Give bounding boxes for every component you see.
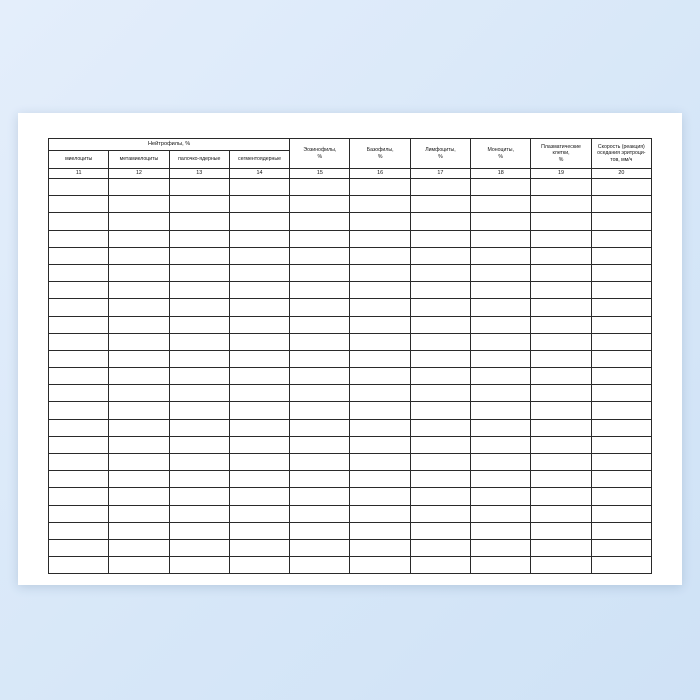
table-cell[interactable] xyxy=(290,179,350,196)
table-cell[interactable] xyxy=(591,213,651,230)
table-row[interactable] xyxy=(49,282,652,299)
table-cell[interactable] xyxy=(531,557,591,574)
table-cell[interactable] xyxy=(531,402,591,419)
table-cell[interactable] xyxy=(471,264,531,281)
table-cell[interactable] xyxy=(109,196,169,213)
table-row[interactable] xyxy=(49,368,652,385)
table-cell[interactable] xyxy=(531,522,591,539)
table-cell[interactable] xyxy=(229,419,289,436)
table-row[interactable] xyxy=(49,488,652,505)
table-cell[interactable] xyxy=(290,539,350,556)
table-cell[interactable] xyxy=(410,522,470,539)
table-cell[interactable] xyxy=(350,402,410,419)
table-cell[interactable] xyxy=(109,488,169,505)
table-cell[interactable] xyxy=(109,282,169,299)
table-cell[interactable] xyxy=(229,471,289,488)
table-cell[interactable] xyxy=(531,299,591,316)
blood-count-table xyxy=(48,138,652,574)
table-cell[interactable] xyxy=(229,385,289,402)
table-cell[interactable] xyxy=(471,230,531,247)
table-cell[interactable] xyxy=(169,299,229,316)
table-cell[interactable] xyxy=(410,419,470,436)
table-cell[interactable] xyxy=(531,471,591,488)
table-cell[interactable] xyxy=(229,350,289,367)
table-cell[interactable] xyxy=(290,402,350,419)
table-cell[interactable] xyxy=(109,179,169,196)
table-cell[interactable] xyxy=(350,385,410,402)
col-header-plasma-cells-line2: клетки, xyxy=(552,150,570,157)
table-cell[interactable] xyxy=(229,557,289,574)
table-cell[interactable] xyxy=(410,436,470,453)
table-cell[interactable] xyxy=(350,264,410,281)
table-cell[interactable] xyxy=(49,350,109,367)
table-cell[interactable] xyxy=(350,247,410,264)
table-cell[interactable] xyxy=(350,488,410,505)
table-cell[interactable] xyxy=(531,230,591,247)
table-row[interactable] xyxy=(49,505,652,522)
table-cell[interactable] xyxy=(410,247,470,264)
col-number-13: 13 xyxy=(169,169,229,179)
col-header-band-neutrophils: палочко-ядерные xyxy=(169,151,229,169)
table-cell[interactable] xyxy=(169,333,229,350)
table-cell[interactable] xyxy=(49,539,109,556)
table-cell[interactable] xyxy=(471,368,531,385)
col-number-11: 11 xyxy=(49,169,109,179)
col-number-18: 18 xyxy=(471,169,531,179)
table-cell[interactable] xyxy=(410,196,470,213)
table-cell[interactable] xyxy=(531,333,591,350)
table-cell[interactable] xyxy=(109,230,169,247)
col-header-monocytes xyxy=(471,139,531,169)
table-head xyxy=(49,139,652,179)
table-cell[interactable] xyxy=(350,505,410,522)
col-header-monocytes-line1: Моноциты, xyxy=(487,147,514,153)
table-cell[interactable] xyxy=(471,196,531,213)
table-container xyxy=(48,138,652,559)
table-cell[interactable] xyxy=(591,471,651,488)
table-cell[interactable] xyxy=(591,299,651,316)
table-cell[interactable] xyxy=(531,539,591,556)
table-cell[interactable] xyxy=(169,539,229,556)
table-cell[interactable] xyxy=(169,350,229,367)
table-cell[interactable] xyxy=(49,454,109,471)
table-cell[interactable] xyxy=(591,557,651,574)
table-cell[interactable] xyxy=(49,247,109,264)
table-cell[interactable] xyxy=(229,539,289,556)
table-cell[interactable] xyxy=(350,179,410,196)
table-cell[interactable] xyxy=(229,230,289,247)
table-cell[interactable] xyxy=(109,368,169,385)
table-cell[interactable] xyxy=(591,368,651,385)
table-row[interactable] xyxy=(49,436,652,453)
table-cell[interactable] xyxy=(471,402,531,419)
table-cell[interactable] xyxy=(531,179,591,196)
table-cell[interactable] xyxy=(169,505,229,522)
table-cell[interactable] xyxy=(350,522,410,539)
table-cell[interactable] xyxy=(290,316,350,333)
table-cell[interactable] xyxy=(290,368,350,385)
table-cell[interactable] xyxy=(290,299,350,316)
table-cell[interactable] xyxy=(410,350,470,367)
table-cell[interactable] xyxy=(591,247,651,264)
table-cell[interactable] xyxy=(531,282,591,299)
table-cell[interactable] xyxy=(591,522,651,539)
table-cell[interactable] xyxy=(109,385,169,402)
table-row[interactable] xyxy=(49,247,652,264)
table-cell[interactable] xyxy=(109,522,169,539)
table-cell[interactable] xyxy=(531,454,591,471)
table-cell[interactable] xyxy=(591,385,651,402)
col-header-plasma-cells xyxy=(531,139,591,169)
col-header-monocytes-line2: % xyxy=(498,153,504,160)
table-cell[interactable] xyxy=(350,316,410,333)
table-cell[interactable] xyxy=(410,179,470,196)
table-cell[interactable] xyxy=(229,333,289,350)
table-row[interactable] xyxy=(49,454,652,471)
table-cell[interactable] xyxy=(591,454,651,471)
table-cell[interactable] xyxy=(169,419,229,436)
col-number-17: 17 xyxy=(410,169,470,179)
table-cell[interactable] xyxy=(471,539,531,556)
table-cell[interactable] xyxy=(350,230,410,247)
col-header-esr xyxy=(591,139,651,169)
table-cell[interactable] xyxy=(410,505,470,522)
table-cell[interactable] xyxy=(410,385,470,402)
table-cell[interactable] xyxy=(109,264,169,281)
table-cell[interactable] xyxy=(290,385,350,402)
table-cell[interactable] xyxy=(109,557,169,574)
table-cell[interactable] xyxy=(350,350,410,367)
table-row[interactable] xyxy=(49,196,652,213)
table-cell[interactable] xyxy=(290,282,350,299)
table-cell[interactable] xyxy=(49,522,109,539)
table-cell[interactable] xyxy=(169,247,229,264)
table-row[interactable] xyxy=(49,471,652,488)
table-cell[interactable] xyxy=(350,539,410,556)
table-cell[interactable] xyxy=(109,316,169,333)
table-row[interactable] xyxy=(49,264,652,281)
col-header-lymphocytes-line2: % xyxy=(438,153,443,160)
table-cell[interactable] xyxy=(471,333,531,350)
table-cell[interactable] xyxy=(290,557,350,574)
table-row[interactable] xyxy=(49,213,652,230)
col-number-12: 12 xyxy=(109,169,169,179)
table-cell[interactable] xyxy=(109,299,169,316)
table-cell[interactable] xyxy=(350,368,410,385)
col-header-esr-line3: тов, мм/ч xyxy=(610,156,633,163)
table-cell[interactable] xyxy=(410,264,470,281)
table-cell[interactable] xyxy=(410,230,470,247)
table-cell[interactable] xyxy=(49,230,109,247)
table-cell[interactable] xyxy=(49,299,109,316)
table-row[interactable] xyxy=(49,316,652,333)
table-row[interactable] xyxy=(49,179,652,196)
table-cell[interactable] xyxy=(229,454,289,471)
table-cell[interactable] xyxy=(49,471,109,488)
table-cell[interactable] xyxy=(290,264,350,281)
table-cell[interactable] xyxy=(109,350,169,367)
table-cell[interactable] xyxy=(49,368,109,385)
table-cell[interactable] xyxy=(471,247,531,264)
table-cell[interactable] xyxy=(410,213,470,230)
table-cell[interactable] xyxy=(290,488,350,505)
col-number-20: 20 xyxy=(591,169,651,179)
table-row[interactable] xyxy=(49,539,652,556)
col-header-plasma-cells-line1: Плазматические xyxy=(541,143,581,150)
table-cell[interactable] xyxy=(591,179,651,196)
table-cell[interactable] xyxy=(49,385,109,402)
table-cell[interactable] xyxy=(49,505,109,522)
table-cell[interactable] xyxy=(531,316,591,333)
table-cell[interactable] xyxy=(109,454,169,471)
table-cell[interactable] xyxy=(290,350,350,367)
table-cell[interactable] xyxy=(229,247,289,264)
table-cell[interactable] xyxy=(169,368,229,385)
table-cell[interactable] xyxy=(290,471,350,488)
table-cell[interactable] xyxy=(169,316,229,333)
table-cell[interactable] xyxy=(169,402,229,419)
table-cell[interactable] xyxy=(471,385,531,402)
table-row[interactable] xyxy=(49,333,652,350)
table-cell[interactable] xyxy=(471,282,531,299)
table-cell[interactable] xyxy=(410,333,470,350)
table-cell[interactable] xyxy=(531,505,591,522)
table-cell[interactable] xyxy=(109,539,169,556)
table-cell[interactable] xyxy=(410,368,470,385)
table-cell[interactable] xyxy=(591,316,651,333)
table-cell[interactable] xyxy=(350,419,410,436)
col-header-plasma-cells-line3: % xyxy=(558,156,564,163)
table-cell[interactable] xyxy=(471,522,531,539)
table-cell[interactable] xyxy=(169,179,229,196)
table-cell[interactable] xyxy=(49,213,109,230)
table-cell[interactable] xyxy=(471,419,531,436)
table-cell[interactable] xyxy=(229,522,289,539)
table-cell[interactable] xyxy=(350,333,410,350)
table-cell[interactable] xyxy=(169,522,229,539)
table-row[interactable] xyxy=(49,402,652,419)
table-cell[interactable] xyxy=(229,213,289,230)
table-cell[interactable] xyxy=(49,196,109,213)
col-header-segmented-neutrophils: сегментоядерные xyxy=(229,151,289,169)
table-cell[interactable] xyxy=(109,247,169,264)
col-header-eosinophils-line2: % xyxy=(317,153,323,160)
table-cell[interactable] xyxy=(531,196,591,213)
table-cell[interactable] xyxy=(471,471,531,488)
table-cell[interactable] xyxy=(49,282,109,299)
table-cell[interactable] xyxy=(471,316,531,333)
table-cell[interactable] xyxy=(290,247,350,264)
col-header-esr-line1: Скорость (реакция) xyxy=(597,143,645,150)
table-cell[interactable] xyxy=(410,299,470,316)
col-header-myelocytes: миелоциты xyxy=(49,151,109,169)
table-row[interactable] xyxy=(49,350,652,367)
table-cell[interactable] xyxy=(229,282,289,299)
table-cell[interactable] xyxy=(290,505,350,522)
table-cell[interactable] xyxy=(229,505,289,522)
table-cell[interactable] xyxy=(350,299,410,316)
table-cell[interactable] xyxy=(169,196,229,213)
table-cell[interactable] xyxy=(410,282,470,299)
table-cell[interactable] xyxy=(591,282,651,299)
table-cell[interactable] xyxy=(169,230,229,247)
table-cell[interactable] xyxy=(471,350,531,367)
table-cell[interactable] xyxy=(591,402,651,419)
col-number-19: 19 xyxy=(531,169,591,179)
table-body xyxy=(49,179,652,574)
table-cell[interactable] xyxy=(531,436,591,453)
table-cell[interactable] xyxy=(229,402,289,419)
table-cell[interactable] xyxy=(229,299,289,316)
table-cell[interactable] xyxy=(350,196,410,213)
table-cell[interactable] xyxy=(531,368,591,385)
table-cell[interactable] xyxy=(591,350,651,367)
table-cell[interactable] xyxy=(471,213,531,230)
table-cell[interactable] xyxy=(49,557,109,574)
table-row[interactable] xyxy=(49,385,652,402)
table-cell[interactable] xyxy=(49,316,109,333)
table-cell[interactable] xyxy=(109,402,169,419)
col-header-eosinophils-line1: Эозинофилы, xyxy=(303,147,337,153)
table-cell[interactable] xyxy=(49,333,109,350)
col-header-lymphocytes xyxy=(410,139,470,169)
table-cell[interactable] xyxy=(109,213,169,230)
table-cell[interactable] xyxy=(350,213,410,230)
table-cell[interactable] xyxy=(169,488,229,505)
table-cell[interactable] xyxy=(531,264,591,281)
table-cell[interactable] xyxy=(410,488,470,505)
table-cell[interactable] xyxy=(350,282,410,299)
table-cell[interactable] xyxy=(471,299,531,316)
table-cell[interactable] xyxy=(169,454,229,471)
col-number-15: 15 xyxy=(290,169,350,179)
col-number-16: 16 xyxy=(350,169,410,179)
table-cell[interactable] xyxy=(350,454,410,471)
table-row[interactable] xyxy=(49,230,652,247)
table-cell[interactable] xyxy=(49,264,109,281)
table-cell[interactable] xyxy=(410,316,470,333)
table-cell[interactable] xyxy=(109,436,169,453)
col-header-basophils-line2: % xyxy=(377,153,383,160)
table-cell[interactable] xyxy=(410,557,470,574)
table-cell[interactable] xyxy=(471,505,531,522)
table-cell[interactable] xyxy=(49,179,109,196)
table-cell[interactable] xyxy=(169,557,229,574)
paper-sheet xyxy=(18,113,682,585)
table-cell[interactable] xyxy=(290,436,350,453)
table-cell[interactable] xyxy=(531,247,591,264)
table-cell[interactable] xyxy=(471,557,531,574)
table-cell[interactable] xyxy=(290,522,350,539)
table-cell[interactable] xyxy=(229,316,289,333)
table-cell[interactable] xyxy=(290,419,350,436)
table-cell[interactable] xyxy=(350,436,410,453)
table-cell[interactable] xyxy=(290,333,350,350)
table-cell[interactable] xyxy=(410,471,470,488)
table-cell[interactable] xyxy=(471,454,531,471)
table-cell[interactable] xyxy=(229,179,289,196)
table-cell[interactable] xyxy=(531,213,591,230)
column-number-row xyxy=(49,169,652,179)
table-cell[interactable] xyxy=(531,419,591,436)
table-cell[interactable] xyxy=(109,333,169,350)
table-cell[interactable] xyxy=(169,264,229,281)
table-cell[interactable] xyxy=(290,454,350,471)
table-cell[interactable] xyxy=(109,419,169,436)
table-row[interactable] xyxy=(49,522,652,539)
table-cell[interactable] xyxy=(350,557,410,574)
table-cell[interactable] xyxy=(471,179,531,196)
col-header-lymphocytes-line1: Лимфоциты, xyxy=(425,147,456,153)
table-row[interactable] xyxy=(49,299,652,316)
table-cell[interactable] xyxy=(410,402,470,419)
table-cell[interactable] xyxy=(49,488,109,505)
group-header-neutrophils: Нейтрофилы, % xyxy=(49,139,290,151)
col-header-metamyelocytes: метамиелоциты xyxy=(109,151,169,169)
table-cell[interactable] xyxy=(591,539,651,556)
table-cell[interactable] xyxy=(531,488,591,505)
table-cell[interactable] xyxy=(229,368,289,385)
table-cell[interactable] xyxy=(531,385,591,402)
table-cell[interactable] xyxy=(471,436,531,453)
table-cell[interactable] xyxy=(49,419,109,436)
col-header-basophils-line1: Базофилы, xyxy=(366,147,394,153)
table-cell[interactable] xyxy=(169,436,229,453)
table-cell[interactable] xyxy=(290,196,350,213)
table-cell[interactable] xyxy=(591,436,651,453)
table-cell[interactable] xyxy=(49,436,109,453)
table-cell[interactable] xyxy=(169,282,229,299)
table-cell[interactable] xyxy=(229,436,289,453)
table-row[interactable] xyxy=(49,557,652,574)
table-cell[interactable] xyxy=(290,213,350,230)
table-cell[interactable] xyxy=(169,471,229,488)
table-cell[interactable] xyxy=(229,264,289,281)
table-cell[interactable] xyxy=(109,505,169,522)
table-row[interactable] xyxy=(49,419,652,436)
table-cell[interactable] xyxy=(49,402,109,419)
table-cell[interactable] xyxy=(410,454,470,471)
col-header-esr-line2: оседания эритроци- xyxy=(597,150,646,157)
table-cell[interactable] xyxy=(229,488,289,505)
table-cell[interactable] xyxy=(591,333,651,350)
table-cell[interactable] xyxy=(591,419,651,436)
table-cell[interactable] xyxy=(471,488,531,505)
table-cell[interactable] xyxy=(169,213,229,230)
table-cell[interactable] xyxy=(350,471,410,488)
table-cell[interactable] xyxy=(169,385,229,402)
col-header-basophils xyxy=(350,139,410,169)
table-cell[interactable] xyxy=(591,264,651,281)
table-cell[interactable] xyxy=(109,471,169,488)
col-number-14: 14 xyxy=(229,169,289,179)
col-header-eosinophils xyxy=(290,139,350,169)
table-cell[interactable] xyxy=(229,196,289,213)
table-cell[interactable] xyxy=(410,539,470,556)
table-cell[interactable] xyxy=(290,230,350,247)
table-cell[interactable] xyxy=(531,350,591,367)
table-cell[interactable] xyxy=(591,230,651,247)
group-header-row xyxy=(49,139,652,151)
table-cell[interactable] xyxy=(591,488,651,505)
table-cell[interactable] xyxy=(591,505,651,522)
table-cell[interactable] xyxy=(591,196,651,213)
